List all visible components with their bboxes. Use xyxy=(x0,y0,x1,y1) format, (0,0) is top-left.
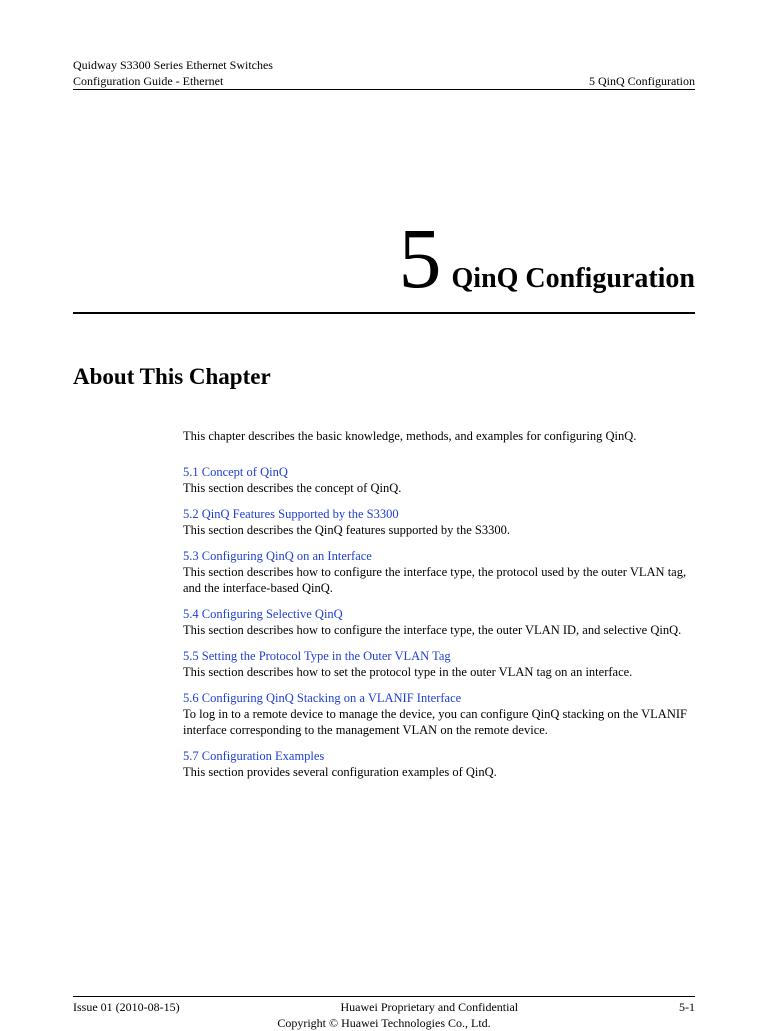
footer-divider xyxy=(73,996,695,997)
toc-item xyxy=(183,506,703,538)
toc-link-5-1[interactable]: 5.1 Concept of QinQ xyxy=(183,465,288,479)
toc-link-5-4[interactable]: 5.4 Configuring Selective QinQ xyxy=(183,607,343,621)
chapter-name: QinQ Configuration xyxy=(451,263,695,294)
toc-item xyxy=(183,748,703,780)
toc-desc: This section describes the concept of QinQ. xyxy=(183,481,402,495)
toc-item xyxy=(183,606,703,638)
toc-link-5-2[interactable]: 5.2 QinQ Features Supported by the S3300 xyxy=(183,507,399,521)
header-chapter: 5 QinQ Configuration xyxy=(589,74,695,88)
toc-item xyxy=(183,464,703,496)
toc-link-5-5[interactable]: 5.5 Setting the Protocol Type in the Outer VLAN Tag xyxy=(183,649,451,663)
chapter-divider xyxy=(73,312,695,314)
toc-item xyxy=(183,690,703,738)
toc-link-5-6[interactable]: 5.6 Configuring QinQ Stacking on a VLANIF Interface xyxy=(183,691,462,705)
toc-desc: This section describes how to configure the interface type, the protocol used by the outer VLAN tag, and the interface-based QinQ. xyxy=(183,565,687,595)
page-footer xyxy=(73,999,695,1031)
about-heading: About This Chapter xyxy=(73,364,271,389)
toc-desc: This section describes how to set the protocol type in the outer VLAN tag on an interface. xyxy=(183,665,633,679)
page-header xyxy=(73,57,695,89)
toc-desc: This section describes how to configure the interface type, the outer VLAN ID, and selective QinQ. xyxy=(183,623,682,637)
chapter-number: 5 xyxy=(398,210,442,306)
header-product: Quidway S3300 Series Ethernet Switches xyxy=(73,58,273,72)
toc-desc: This section provides several configuration examples of QinQ. xyxy=(183,765,497,779)
chapter-contents xyxy=(183,428,703,790)
header-guide: Configuration Guide - Ethernet xyxy=(73,74,224,88)
chapter-title xyxy=(398,210,695,306)
toc-link-5-3[interactable]: 5.3 Configuring QinQ on an Interface xyxy=(183,549,372,563)
toc-desc: This section describes the QinQ features supported by the S3300. xyxy=(183,523,511,537)
toc-link-5-7[interactable]: 5.7 Configuration Examples xyxy=(183,749,325,763)
header-line2 xyxy=(73,73,695,89)
footer-issue: Issue 01 (2010-08-15) xyxy=(73,1000,180,1014)
toc-desc: To log in to a remote device to manage the device, you can configure QinQ stacking on the VLANIF interface corresponding to the management VLAN on the remote device. xyxy=(183,707,687,737)
toc-item xyxy=(183,548,703,596)
header-divider xyxy=(73,89,695,90)
intro-text: This chapter describes the basic knowledge, methods, and examples for configuring QinQ. xyxy=(183,429,637,443)
footer-page-number: 5-1 xyxy=(679,1000,695,1014)
footer-proprietary: Huawei Proprietary and Confidential xyxy=(340,1000,519,1014)
footer-row xyxy=(73,999,695,1015)
toc-item xyxy=(183,648,703,680)
footer-copyright: Copyright © Huawei Technologies Co., Ltd. xyxy=(277,1016,491,1030)
